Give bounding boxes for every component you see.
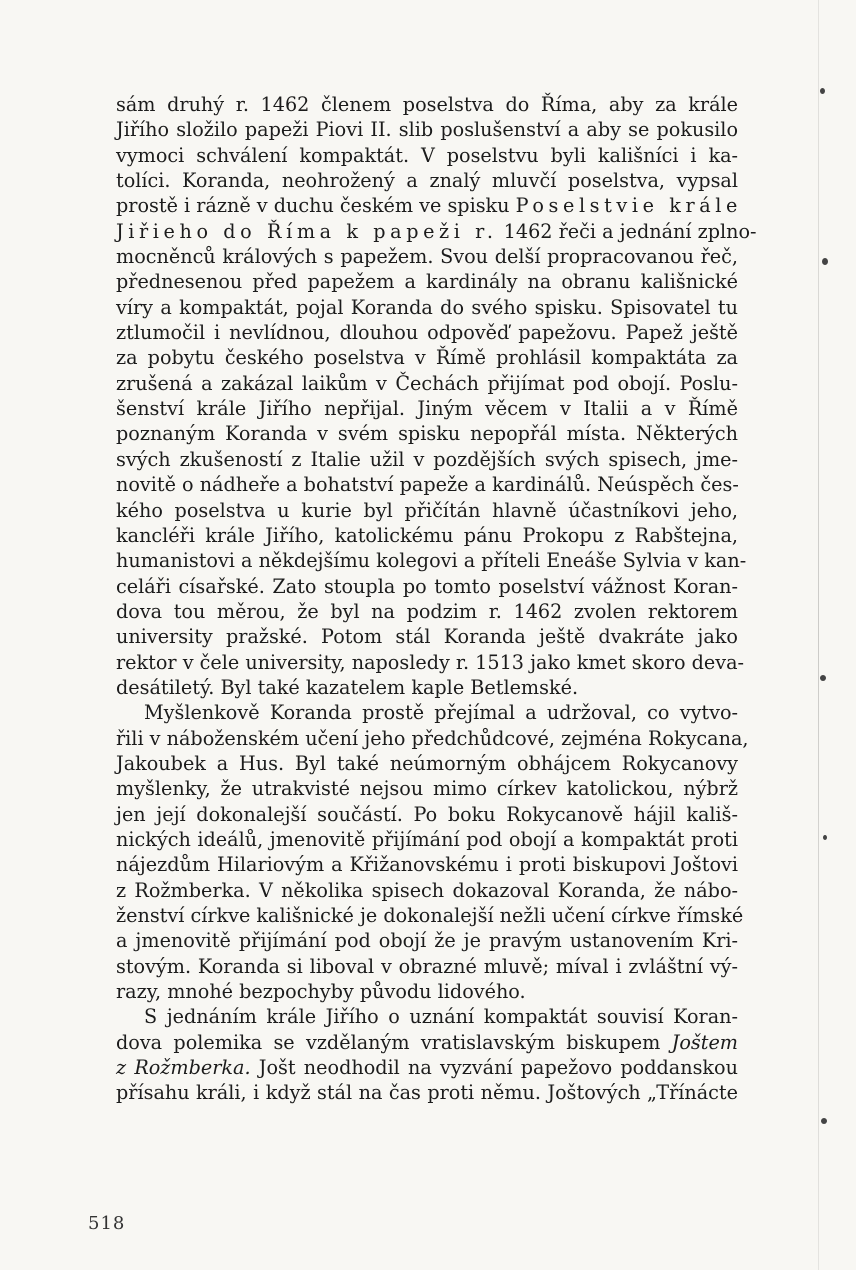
- text-line: nických ideálů, jmenovitě přijímání pod obojí a kompaktát proti: [116, 827, 738, 851]
- text-line: kancléři krále Jiřího, katolickému pánu Prokopu z Rabštejna,: [116, 523, 738, 547]
- text-line: Myšlenkově Koranda prostě přejímal a udržoval, co vytvo-: [144, 701, 738, 725]
- edge-speck: [820, 675, 826, 681]
- text-line: ztlumočil i nevlídnou, dlouhou odpověď papežovu. Papež ještě: [116, 321, 738, 345]
- text-line: a jmenovitě přijímání pod obojí že je pravým ustanovením Kri-: [116, 929, 738, 953]
- edge-speck: [823, 835, 827, 840]
- text-line: řili v náboženském učení jeho předchůdcové, zejména Rokycana,: [116, 726, 749, 750]
- text-line: university pražské. Potom stál Koranda ještě dvakráte jako: [116, 625, 738, 649]
- text-segment: 1462 řeči a jednání zplno-: [503, 219, 757, 243]
- text-line: S jednáním krále Jiřího o uznání kompaktát souvisí Koran-: [144, 1005, 738, 1029]
- text-line: vymoci schválení kompaktát. V poselstvu byli kališníci i ka-: [116, 143, 738, 167]
- text-line: přísahu králi, i když stál na čas proti němu. Joštových „Třínácte: [116, 1081, 738, 1105]
- text-line: šenství krále Jiřího nepřijal. Jiným věcem v Italii a v Římě: [116, 397, 738, 421]
- text-line: tolíci. Koranda, neohrožený a znalý mluvčí poselstva, vypsal: [116, 169, 738, 193]
- text-line: [116, 1055, 738, 1080]
- text-line: razy, mnohé bezpochyby původu lidového.: [116, 980, 526, 1004]
- edge-speck: [821, 1118, 827, 1124]
- text-line: [116, 219, 757, 244]
- italic-name: Joštem: [671, 1030, 738, 1054]
- text-line: dova tou měrou, že byl na podzim r. 1462 zvolen rektorem: [116, 599, 738, 623]
- text-line: mocněnců králových s papežem. Svou delší propracovanou řeč,: [116, 245, 738, 269]
- text-segment: Jošt neodhodil na vyzvání papežovo poddanskou: [258, 1056, 738, 1080]
- text-line: ženství církve kališnické je dokonalejší nežli učení církve římské: [116, 904, 744, 927]
- text-line: [116, 193, 742, 218]
- text-line: [116, 1030, 738, 1055]
- italic-name: Rožmberka.: [134, 1056, 251, 1080]
- italic-name: z: [116, 1056, 127, 1080]
- text-line: novitě o nádheře a bohatství papeže a kardinálů. Neúspěch čes-: [116, 473, 739, 497]
- text-line: kého poselstva u kurie byl přičítán hlavně účastníkovi jeho,: [116, 498, 738, 522]
- spaced-title: Poselstvie krále: [515, 194, 742, 218]
- text-line: myšlenky, že utrakvisté nejsou mimo církev katolickou, nýbrž: [116, 777, 738, 801]
- text-line: nájezdům Hilariovým a Křižanovskému i proti biskupovi Joštovi: [116, 853, 738, 877]
- text-line: desátiletý. Byl také kazatelem kaple Betlemské.: [116, 675, 579, 699]
- text-line: sám druhý r. 1462 členem poselstva do Říma, aby za krále: [116, 93, 738, 116]
- text-line: víry a kompaktát, pojal Koranda do svého spisku. Spisovatel tu: [116, 295, 738, 319]
- text-line: poznaným Koranda v svém spisku nepopřál místa. Některých: [116, 422, 738, 446]
- text-line: zrušená a zakázal laikům v Čechách přijímat pod obojí. Poslu-: [116, 371, 738, 395]
- text-line: stovým. Koranda si liboval v obrazné mluvě; míval i zvláštní vý-: [116, 954, 738, 978]
- text-line: Jakoubek a Hus. Byl také neúmorným obhájcem Rokycanovy: [116, 751, 738, 775]
- page-binding-edge: [818, 0, 819, 1270]
- text-line: rektor v čele university, naposledy r. 1513 jako kmet skoro deva-: [116, 650, 745, 674]
- text-line: z Rožmberka. V několika spisech dokazoval Koranda, že nábo-: [116, 878, 738, 902]
- text-line: jen její dokonalejší součástí. Po boku Rokycanově hájil kališ-: [116, 802, 738, 826]
- text-segment: prostě i rázně v duchu českém ve spisku: [116, 194, 510, 218]
- text-segment: dova polemika se vzdělaným vratislavským biskupem: [116, 1030, 661, 1054]
- body-text: [116, 92, 757, 1106]
- edge-speck: [822, 258, 828, 265]
- text-line: za pobytu českého poselstva v Římě prohlásil kompaktáta za: [116, 346, 738, 370]
- edge-speck: [820, 88, 825, 94]
- text-line: celáři císařské. Zato stoupla po tomto poselství vážnost Koran-: [116, 574, 738, 598]
- spaced-title: Jiřieho do Říma k papeži r.: [116, 219, 498, 243]
- text-line: Jiřího složilo papeži Piovi II. slib poslušenství a aby se pokusilo: [116, 118, 738, 142]
- text-line: svých zkušeností z Italie užil v pozdějších svých spisech, jme-: [116, 447, 738, 471]
- text-line: přednesenou před papežem a kardinály na obranu kališnické: [116, 270, 738, 294]
- page-number: 518: [88, 1213, 126, 1234]
- text-line: humanistovi a někdejšímu kolegovi a příteli Eneáše Sylvia v kan-: [116, 549, 747, 573]
